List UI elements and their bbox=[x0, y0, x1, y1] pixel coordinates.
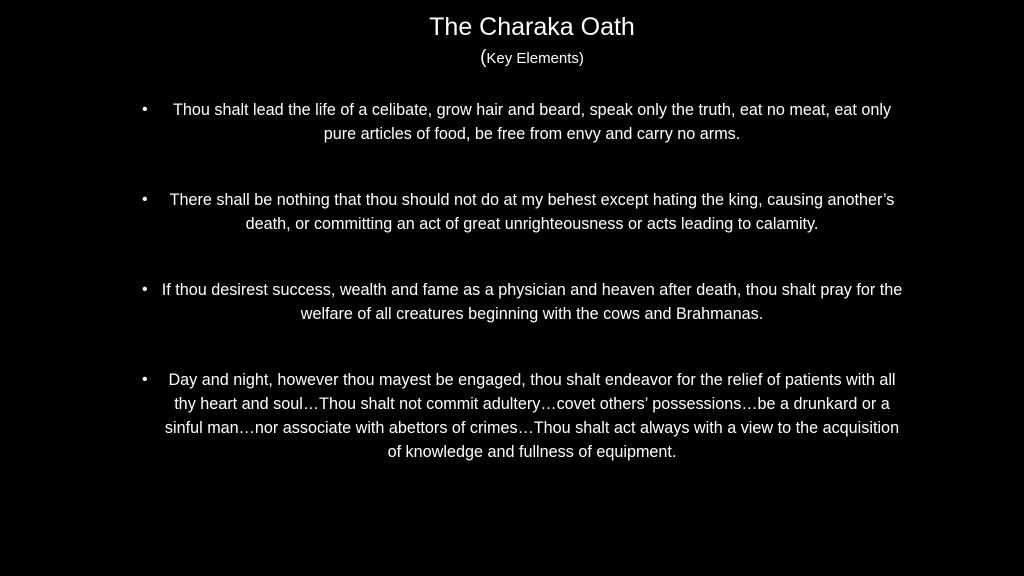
bullet-icon: • bbox=[142, 371, 148, 388]
subtitle-text: Key Elements) bbox=[486, 50, 584, 67]
subtitle-open-paren: ( bbox=[480, 47, 487, 68]
bullet-icon: • bbox=[142, 191, 148, 208]
slide-title: The Charaka Oath bbox=[429, 13, 635, 41]
list-item bbox=[130, 278, 920, 326]
bullet-list bbox=[130, 98, 920, 506]
bullet-text: There shall be nothing that thou should not do at my behest except hating the king, causing another’s death, or committing an act of great unrighteousness or acts leading to calamity. bbox=[169, 191, 895, 233]
bullet-icon: • bbox=[142, 281, 148, 298]
bullet-icon: • bbox=[142, 101, 148, 118]
list-item bbox=[130, 368, 920, 464]
slide-subtitle bbox=[0, 47, 1024, 70]
list-item bbox=[130, 188, 920, 236]
bullet-text: If thou desirest success, wealth and fame as a physician and heaven after death, thou shalt pray for the welfare of all creatures beginning with the cows and Brahmanas. bbox=[161, 281, 903, 323]
bullet-text: Day and night, however thou mayest be engaged, thou shalt endeavor for the relief of patients with all thy heart and soul…Thou shalt not commit adultery…covet others’ possessions…be a drunkard or a sinful man…nor associate with abettors of crimes…Thou shalt act always with a view to the acquisition of knowledge and fullness of equipment. bbox=[164, 371, 900, 461]
bullet-text: Thou shalt lead the life of a celibate, grow hair and beard, speak only the truth, eat no meat, eat only pure articles of food, be free from envy and carry no arms. bbox=[172, 101, 892, 143]
list-item bbox=[130, 98, 920, 146]
